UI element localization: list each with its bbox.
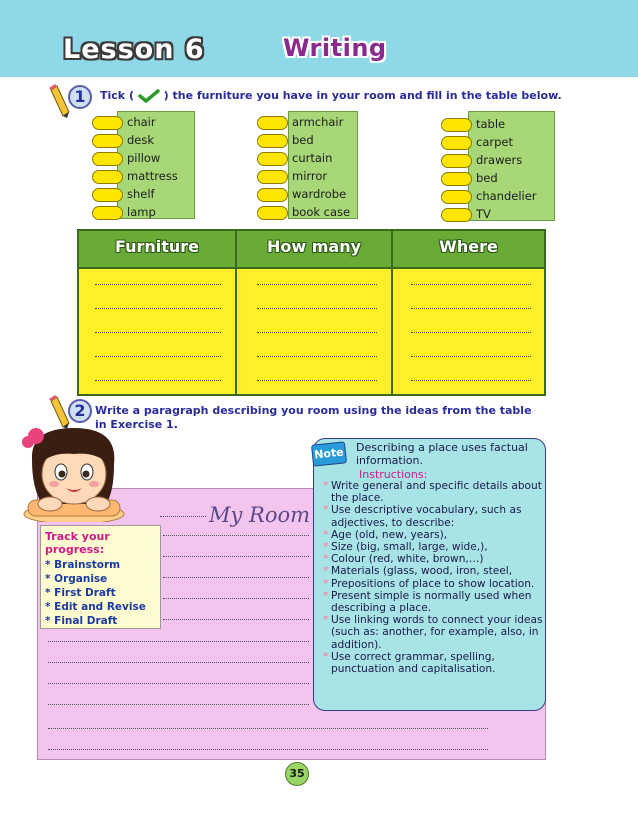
- exercise-2-number: 2: [68, 399, 92, 423]
- note-tag: Note: [311, 441, 347, 466]
- section-title: Writing: [283, 34, 387, 62]
- note-intro: Describing a place uses factual information.: [356, 441, 528, 467]
- tick-checkbox[interactable]: [441, 208, 472, 222]
- instruction-part-2: ) the furniture you have in your room and fill in the table below.: [163, 89, 562, 102]
- tick-checkbox[interactable]: [441, 136, 472, 150]
- instruction-item: * Use descriptive vocabulary, such as adjectives, to describe:: [323, 504, 545, 528]
- answer-line[interactable]: [95, 323, 221, 333]
- tick-checkbox[interactable]: [92, 116, 123, 130]
- table-header-cell: [393, 231, 544, 267]
- instruction-item: * Write general and specific details about the place.: [323, 480, 545, 504]
- lesson-title: Lesson 6: [63, 34, 205, 65]
- tick-checkbox[interactable]: [257, 134, 288, 148]
- answer-line[interactable]: [257, 371, 377, 381]
- tick-checkbox[interactable]: [441, 190, 472, 204]
- header-how-many: How many: [266, 237, 362, 256]
- progress-checklist: [40, 525, 161, 629]
- header-where: Where: [439, 237, 498, 256]
- tick-checkbox[interactable]: [257, 206, 288, 220]
- instruction-item: * Age (old, new, years),: [323, 529, 545, 541]
- girl-illustration: [14, 422, 138, 522]
- instruction-part-1: Tick (: [100, 89, 134, 102]
- table-header-cell: [79, 231, 235, 267]
- furniture-table: [77, 229, 546, 396]
- tick-checkbox[interactable]: [257, 188, 288, 202]
- writing-line[interactable]: [163, 526, 309, 536]
- progress-item: * Edit and Revise: [45, 601, 146, 613]
- instructions-title: Instructions:: [359, 468, 428, 481]
- tick-icon: [138, 89, 160, 103]
- table-header-cell: [237, 231, 391, 267]
- answer-line[interactable]: [411, 275, 531, 285]
- progress-item: * Final Draft: [45, 615, 118, 627]
- instruction-item: * Use linking words to connect your ideas (such as: another, for example, also, in addition).: [323, 614, 545, 651]
- writing-line[interactable]: [163, 568, 309, 578]
- writing-line[interactable]: [163, 610, 309, 620]
- exercise-2-instruction-line-2: in Exercise 1.: [95, 418, 178, 431]
- writing-line[interactable]: [48, 719, 488, 729]
- header-furniture: Furniture: [114, 237, 200, 256]
- writing-line[interactable]: [163, 589, 309, 599]
- writing-line[interactable]: [48, 695, 309, 705]
- answer-line[interactable]: [257, 323, 377, 333]
- instructions-list: [323, 480, 545, 675]
- instruction-item: * Materials (glass, wood, iron, steel,: [323, 565, 545, 577]
- exercise-1-instruction: [100, 89, 562, 103]
- answer-line[interactable]: [257, 347, 377, 357]
- tick-checkbox[interactable]: [92, 170, 123, 184]
- instruction-item: * Prepositions of place to show location.: [323, 578, 545, 590]
- tick-checkbox[interactable]: [257, 116, 288, 130]
- tick-checkbox[interactable]: [92, 188, 123, 202]
- exercise-2-instruction-line-1: Write a paragraph describing you room using the ideas from the table: [95, 404, 532, 417]
- tick-checkbox[interactable]: [257, 152, 288, 166]
- instruction-item: * Size (big, small, large, wide,),: [323, 541, 545, 553]
- table-header-divider: [79, 267, 544, 269]
- answer-line[interactable]: [411, 347, 531, 357]
- writing-title: My Room: [209, 503, 311, 527]
- tick-checkbox[interactable]: [92, 152, 123, 166]
- progress-title: Track your progress:: [45, 530, 110, 556]
- instruction-item: * Colour (red, white, brown,…): [323, 553, 545, 565]
- progress-item: * Organise: [45, 573, 108, 585]
- writing-line[interactable]: [48, 740, 488, 750]
- tick-checkbox[interactable]: [441, 118, 472, 132]
- writing-line[interactable]: [48, 653, 309, 663]
- answer-line[interactable]: [257, 275, 377, 285]
- writing-line[interactable]: [48, 674, 309, 684]
- table-divider: [235, 231, 237, 394]
- writing-line[interactable]: [160, 507, 206, 517]
- tick-checkbox[interactable]: [441, 154, 472, 168]
- instruction-item: * Use correct grammar, spelling, punctuation and capitalisation.: [323, 651, 545, 675]
- answer-line[interactable]: [95, 371, 221, 381]
- table-divider: [391, 231, 393, 394]
- progress-item: * Brainstorm: [45, 559, 121, 571]
- tick-checkbox[interactable]: [441, 172, 472, 186]
- note-box: [313, 438, 546, 711]
- answer-line[interactable]: [95, 299, 221, 309]
- answer-line[interactable]: [95, 347, 221, 357]
- progress-item: * First Draft: [45, 587, 116, 599]
- answer-line[interactable]: [411, 371, 531, 381]
- answer-line[interactable]: [411, 299, 531, 309]
- tick-checkbox[interactable]: [92, 206, 123, 220]
- page-number: 35: [285, 762, 309, 786]
- tick-checkbox[interactable]: [92, 134, 123, 148]
- answer-line[interactable]: [411, 323, 531, 333]
- exercise-1-number: 1: [68, 85, 92, 109]
- writing-line[interactable]: [48, 632, 309, 642]
- answer-line[interactable]: [257, 299, 377, 309]
- tick-checkbox[interactable]: [257, 170, 288, 184]
- answer-line[interactable]: [95, 275, 221, 285]
- instruction-item: * Present simple is normally used when describing a place.: [323, 590, 545, 614]
- writing-line[interactable]: [163, 547, 309, 557]
